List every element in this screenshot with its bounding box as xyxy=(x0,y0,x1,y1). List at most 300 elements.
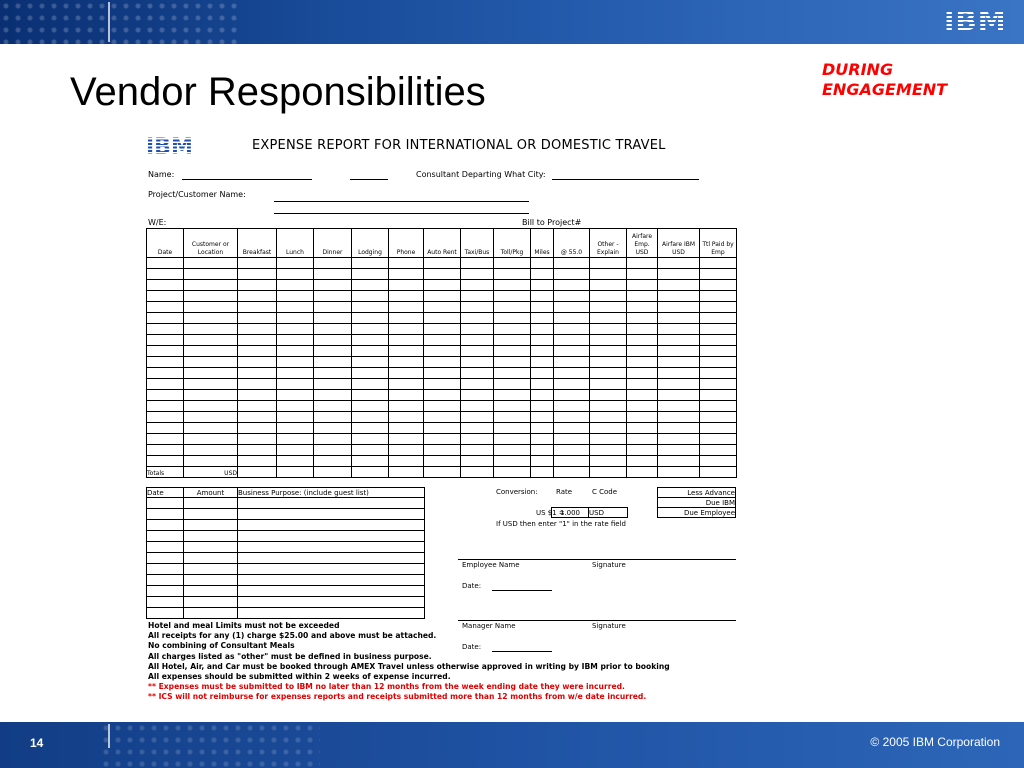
expense-cell[interactable] xyxy=(700,313,737,324)
expense-cell[interactable] xyxy=(389,379,424,390)
expense-cell[interactable] xyxy=(494,346,531,357)
expense-cell[interactable] xyxy=(352,445,389,456)
expense-cell[interactable] xyxy=(658,324,700,335)
expense-cell[interactable] xyxy=(461,445,494,456)
expense-cell[interactable] xyxy=(627,335,658,346)
expense-cell[interactable] xyxy=(314,412,352,423)
expense-cell[interactable] xyxy=(494,445,531,456)
expense-cell[interactable] xyxy=(277,346,314,357)
expense-cell[interactable] xyxy=(627,258,658,269)
expense-cell[interactable] xyxy=(531,302,554,313)
expense-cell[interactable] xyxy=(461,379,494,390)
expense-cell[interactable] xyxy=(627,313,658,324)
expense-cell[interactable] xyxy=(389,324,424,335)
expense-cell[interactable] xyxy=(700,258,737,269)
expense-cell[interactable] xyxy=(389,313,424,324)
expense-cell[interactable] xyxy=(461,313,494,324)
expense-cell[interactable] xyxy=(494,258,531,269)
business-purpose-cell[interactable] xyxy=(238,509,425,520)
expense-cell[interactable] xyxy=(494,269,531,280)
expense-cell[interactable] xyxy=(554,434,590,445)
business-purpose-cell[interactable] xyxy=(147,553,184,564)
expense-cell[interactable] xyxy=(531,346,554,357)
business-purpose-cell[interactable] xyxy=(238,564,425,575)
expense-cell[interactable] xyxy=(658,280,700,291)
expense-cell[interactable] xyxy=(627,346,658,357)
expense-cell[interactable] xyxy=(238,368,277,379)
expense-cell[interactable] xyxy=(554,346,590,357)
expense-cell[interactable] xyxy=(494,335,531,346)
business-purpose-cell[interactable] xyxy=(238,575,425,586)
expense-cell[interactable] xyxy=(314,291,352,302)
expense-cell[interactable] xyxy=(700,445,737,456)
expense-cell[interactable] xyxy=(590,445,627,456)
expense-cell[interactable] xyxy=(147,390,184,401)
expense-cell[interactable] xyxy=(314,324,352,335)
expense-cell[interactable] xyxy=(627,401,658,412)
expense-cell[interactable] xyxy=(184,412,238,423)
expense-cell[interactable] xyxy=(238,379,277,390)
expense-cell[interactable] xyxy=(494,456,531,467)
expense-cell[interactable] xyxy=(314,379,352,390)
expense-cell[interactable] xyxy=(147,379,184,390)
expense-cell[interactable] xyxy=(531,269,554,280)
expense-cell[interactable] xyxy=(238,324,277,335)
expense-cell[interactable] xyxy=(531,423,554,434)
expense-cell[interactable] xyxy=(147,456,184,467)
expense-cell[interactable] xyxy=(424,280,461,291)
expense-cell[interactable] xyxy=(627,412,658,423)
expense-cell[interactable] xyxy=(389,302,424,313)
expense-cell[interactable] xyxy=(314,346,352,357)
expense-cell[interactable] xyxy=(700,324,737,335)
expense-cell[interactable] xyxy=(314,269,352,280)
expense-cell[interactable] xyxy=(700,423,737,434)
expense-cell[interactable] xyxy=(184,346,238,357)
expense-cell[interactable] xyxy=(238,434,277,445)
expense-cell[interactable] xyxy=(554,280,590,291)
expense-cell[interactable] xyxy=(554,456,590,467)
expense-cell[interactable] xyxy=(590,412,627,423)
expense-cell[interactable] xyxy=(590,280,627,291)
expense-cell[interactable] xyxy=(658,423,700,434)
expense-cell[interactable] xyxy=(494,401,531,412)
expense-cell[interactable] xyxy=(238,357,277,368)
expense-cell[interactable] xyxy=(494,379,531,390)
expense-cell[interactable] xyxy=(700,335,737,346)
business-purpose-cell[interactable] xyxy=(238,520,425,531)
expense-cell[interactable] xyxy=(494,324,531,335)
expense-cell[interactable] xyxy=(352,379,389,390)
expense-cell[interactable] xyxy=(389,280,424,291)
expense-cell[interactable] xyxy=(352,423,389,434)
expense-cell[interactable] xyxy=(554,401,590,412)
expense-cell[interactable] xyxy=(424,335,461,346)
expense-cell[interactable] xyxy=(554,269,590,280)
expense-cell[interactable] xyxy=(531,357,554,368)
expense-cell[interactable] xyxy=(184,280,238,291)
expense-cell[interactable] xyxy=(314,401,352,412)
expense-cell[interactable] xyxy=(277,423,314,434)
expense-cell[interactable] xyxy=(389,291,424,302)
expense-cell[interactable] xyxy=(700,357,737,368)
expense-cell[interactable] xyxy=(627,280,658,291)
expense-cell[interactable] xyxy=(314,445,352,456)
expense-cell[interactable] xyxy=(590,269,627,280)
business-purpose-cell[interactable] xyxy=(147,608,184,619)
expense-cell[interactable] xyxy=(277,379,314,390)
expense-cell[interactable] xyxy=(494,412,531,423)
expense-cell[interactable] xyxy=(389,445,424,456)
expense-cell[interactable] xyxy=(238,401,277,412)
expense-cell[interactable] xyxy=(184,335,238,346)
expense-cell[interactable] xyxy=(531,335,554,346)
expense-cell[interactable] xyxy=(147,412,184,423)
expense-cell[interactable] xyxy=(531,401,554,412)
expense-cell[interactable] xyxy=(461,258,494,269)
expense-cell[interactable] xyxy=(627,379,658,390)
expense-cell[interactable] xyxy=(424,302,461,313)
expense-cell[interactable] xyxy=(389,412,424,423)
business-purpose-cell[interactable] xyxy=(184,608,238,619)
expense-cell[interactable] xyxy=(424,423,461,434)
expense-cell[interactable] xyxy=(531,291,554,302)
expense-cell[interactable] xyxy=(627,423,658,434)
expense-cell[interactable] xyxy=(277,313,314,324)
expense-cell[interactable] xyxy=(554,423,590,434)
expense-cell[interactable] xyxy=(658,357,700,368)
expense-cell[interactable] xyxy=(658,401,700,412)
expense-cell[interactable] xyxy=(238,390,277,401)
expense-cell[interactable] xyxy=(352,302,389,313)
expense-cell[interactable] xyxy=(700,434,737,445)
expense-cell[interactable] xyxy=(147,280,184,291)
expense-cell[interactable] xyxy=(531,280,554,291)
expense-cell[interactable] xyxy=(658,258,700,269)
business-purpose-cell[interactable] xyxy=(147,520,184,531)
expense-cell[interactable] xyxy=(352,291,389,302)
business-purpose-cell[interactable] xyxy=(184,498,238,509)
expense-cell[interactable] xyxy=(494,423,531,434)
expense-cell[interactable] xyxy=(389,401,424,412)
expense-cell[interactable] xyxy=(424,412,461,423)
expense-cell[interactable] xyxy=(352,368,389,379)
expense-cell[interactable] xyxy=(627,390,658,401)
expense-cell[interactable] xyxy=(277,357,314,368)
expense-cell[interactable] xyxy=(658,456,700,467)
expense-cell[interactable] xyxy=(531,456,554,467)
expense-cell[interactable] xyxy=(658,291,700,302)
expense-cell[interactable] xyxy=(494,357,531,368)
expense-cell[interactable] xyxy=(277,269,314,280)
expense-cell[interactable] xyxy=(389,357,424,368)
expense-cell[interactable] xyxy=(494,291,531,302)
expense-cell[interactable] xyxy=(314,434,352,445)
expense-cell[interactable] xyxy=(590,291,627,302)
expense-cell[interactable] xyxy=(627,456,658,467)
expense-cell[interactable] xyxy=(424,401,461,412)
expense-cell[interactable] xyxy=(424,379,461,390)
expense-cell[interactable] xyxy=(147,324,184,335)
expense-cell[interactable] xyxy=(658,313,700,324)
expense-cell[interactable] xyxy=(590,346,627,357)
expense-cell[interactable] xyxy=(238,269,277,280)
business-purpose-cell[interactable] xyxy=(184,564,238,575)
expense-cell[interactable] xyxy=(424,434,461,445)
expense-cell[interactable] xyxy=(352,313,389,324)
expense-cell[interactable] xyxy=(424,456,461,467)
expense-cell[interactable] xyxy=(658,346,700,357)
expense-cell[interactable] xyxy=(531,412,554,423)
expense-cell[interactable] xyxy=(590,390,627,401)
business-purpose-cell[interactable] xyxy=(184,531,238,542)
expense-cell[interactable] xyxy=(238,280,277,291)
expense-cell[interactable] xyxy=(314,357,352,368)
expense-cell[interactable] xyxy=(658,412,700,423)
expense-cell[interactable] xyxy=(147,269,184,280)
expense-cell[interactable] xyxy=(590,302,627,313)
expense-cell[interactable] xyxy=(389,269,424,280)
expense-cell[interactable] xyxy=(424,445,461,456)
expense-cell[interactable] xyxy=(277,390,314,401)
business-purpose-cell[interactable] xyxy=(147,564,184,575)
expense-cell[interactable] xyxy=(590,258,627,269)
expense-cell[interactable] xyxy=(700,368,737,379)
business-purpose-cell[interactable] xyxy=(184,520,238,531)
expense-cell[interactable] xyxy=(700,291,737,302)
expense-cell[interactable] xyxy=(277,434,314,445)
expense-cell[interactable] xyxy=(554,379,590,390)
expense-cell[interactable] xyxy=(147,368,184,379)
expense-cell[interactable] xyxy=(554,412,590,423)
expense-cell[interactable] xyxy=(461,357,494,368)
expense-cell[interactable] xyxy=(184,390,238,401)
expense-cell[interactable] xyxy=(424,357,461,368)
expense-cell[interactable] xyxy=(554,258,590,269)
expense-cell[interactable] xyxy=(494,313,531,324)
business-purpose-cell[interactable] xyxy=(184,597,238,608)
expense-cell[interactable] xyxy=(352,357,389,368)
expense-cell[interactable] xyxy=(658,269,700,280)
expense-cell[interactable] xyxy=(554,368,590,379)
expense-cell[interactable] xyxy=(700,401,737,412)
expense-cell[interactable] xyxy=(184,456,238,467)
business-purpose-cell[interactable] xyxy=(147,575,184,586)
expense-cell[interactable] xyxy=(314,456,352,467)
expense-cell[interactable] xyxy=(238,258,277,269)
expense-cell[interactable] xyxy=(277,445,314,456)
expense-cell[interactable] xyxy=(531,379,554,390)
expense-cell[interactable] xyxy=(461,401,494,412)
expense-cell[interactable] xyxy=(352,269,389,280)
expense-cell[interactable] xyxy=(700,280,737,291)
business-purpose-cell[interactable] xyxy=(238,608,425,619)
expense-cell[interactable] xyxy=(700,379,737,390)
expense-cell[interactable] xyxy=(238,313,277,324)
expense-cell[interactable] xyxy=(238,302,277,313)
expense-cell[interactable] xyxy=(531,368,554,379)
expense-cell[interactable] xyxy=(494,280,531,291)
expense-cell[interactable] xyxy=(184,401,238,412)
business-purpose-cell[interactable] xyxy=(184,586,238,597)
expense-cell[interactable] xyxy=(147,434,184,445)
expense-cell[interactable] xyxy=(389,335,424,346)
expense-cell[interactable] xyxy=(238,423,277,434)
expense-cell[interactable] xyxy=(590,401,627,412)
expense-cell[interactable] xyxy=(238,456,277,467)
expense-cell[interactable] xyxy=(461,302,494,313)
expense-cell[interactable] xyxy=(590,456,627,467)
expense-cell[interactable] xyxy=(531,258,554,269)
expense-cell[interactable] xyxy=(658,390,700,401)
expense-cell[interactable] xyxy=(700,390,737,401)
business-purpose-cell[interactable] xyxy=(147,542,184,553)
expense-cell[interactable] xyxy=(700,412,737,423)
expense-cell[interactable] xyxy=(658,445,700,456)
expense-cell[interactable] xyxy=(461,434,494,445)
expense-cell[interactable] xyxy=(184,368,238,379)
expense-cell[interactable] xyxy=(627,434,658,445)
expense-cell[interactable] xyxy=(590,324,627,335)
expense-cell[interactable] xyxy=(238,346,277,357)
expense-cell[interactable] xyxy=(184,324,238,335)
expense-cell[interactable] xyxy=(352,456,389,467)
expense-cell[interactable] xyxy=(461,423,494,434)
expense-cell[interactable] xyxy=(147,313,184,324)
expense-cell[interactable] xyxy=(494,302,531,313)
expense-cell[interactable] xyxy=(147,423,184,434)
expense-cell[interactable] xyxy=(590,313,627,324)
expense-cell[interactable] xyxy=(424,258,461,269)
expense-cell[interactable] xyxy=(314,368,352,379)
expense-cell[interactable] xyxy=(590,335,627,346)
expense-cell[interactable] xyxy=(277,324,314,335)
expense-cell[interactable] xyxy=(352,335,389,346)
expense-cell[interactable] xyxy=(554,313,590,324)
expense-cell[interactable] xyxy=(658,368,700,379)
business-purpose-cell[interactable] xyxy=(184,575,238,586)
expense-cell[interactable] xyxy=(554,357,590,368)
expense-cell[interactable] xyxy=(700,269,737,280)
expense-cell[interactable] xyxy=(554,445,590,456)
expense-cell[interactable] xyxy=(184,434,238,445)
expense-cell[interactable] xyxy=(590,379,627,390)
expense-cell[interactable] xyxy=(389,423,424,434)
expense-cell[interactable] xyxy=(627,302,658,313)
expense-cell[interactable] xyxy=(658,335,700,346)
expense-cell[interactable] xyxy=(352,434,389,445)
expense-cell[interactable] xyxy=(147,302,184,313)
expense-cell[interactable] xyxy=(238,335,277,346)
expense-cell[interactable] xyxy=(494,368,531,379)
expense-cell[interactable] xyxy=(461,456,494,467)
expense-cell[interactable] xyxy=(277,335,314,346)
expense-cell[interactable] xyxy=(352,390,389,401)
expense-cell[interactable] xyxy=(389,434,424,445)
expense-cell[interactable] xyxy=(424,313,461,324)
business-purpose-cell[interactable] xyxy=(184,553,238,564)
expense-cell[interactable] xyxy=(184,379,238,390)
expense-cell[interactable] xyxy=(627,357,658,368)
expense-cell[interactable] xyxy=(424,368,461,379)
business-purpose-cell[interactable] xyxy=(238,542,425,553)
expense-cell[interactable] xyxy=(314,280,352,291)
expense-cell[interactable] xyxy=(277,302,314,313)
business-purpose-cell[interactable] xyxy=(147,597,184,608)
expense-cell[interactable] xyxy=(590,357,627,368)
expense-cell[interactable] xyxy=(277,412,314,423)
expense-cell[interactable] xyxy=(352,324,389,335)
expense-cell[interactable] xyxy=(590,434,627,445)
expense-cell[interactable] xyxy=(238,445,277,456)
expense-cell[interactable] xyxy=(627,291,658,302)
expense-cell[interactable] xyxy=(424,269,461,280)
expense-cell[interactable] xyxy=(494,434,531,445)
expense-cell[interactable] xyxy=(277,280,314,291)
expense-cell[interactable] xyxy=(424,390,461,401)
expense-cell[interactable] xyxy=(277,291,314,302)
expense-cell[interactable] xyxy=(554,302,590,313)
expense-cell[interactable] xyxy=(424,324,461,335)
expense-cell[interactable] xyxy=(461,280,494,291)
expense-cell[interactable] xyxy=(277,368,314,379)
expense-cell[interactable] xyxy=(554,291,590,302)
expense-cell[interactable] xyxy=(700,346,737,357)
expense-cell[interactable] xyxy=(352,412,389,423)
expense-cell[interactable] xyxy=(389,258,424,269)
expense-cell[interactable] xyxy=(531,445,554,456)
expense-cell[interactable] xyxy=(627,324,658,335)
expense-cell[interactable] xyxy=(531,313,554,324)
business-purpose-cell[interactable] xyxy=(238,597,425,608)
expense-cell[interactable] xyxy=(184,258,238,269)
expense-cell[interactable] xyxy=(238,291,277,302)
expense-cell[interactable] xyxy=(461,368,494,379)
expense-cell[interactable] xyxy=(314,313,352,324)
expense-cell[interactable] xyxy=(424,346,461,357)
expense-cell[interactable] xyxy=(147,291,184,302)
expense-cell[interactable] xyxy=(554,324,590,335)
expense-cell[interactable] xyxy=(658,434,700,445)
business-purpose-cell[interactable] xyxy=(147,509,184,520)
expense-cell[interactable] xyxy=(461,335,494,346)
expense-cell[interactable] xyxy=(184,423,238,434)
expense-cell[interactable] xyxy=(314,258,352,269)
expense-cell[interactable] xyxy=(184,269,238,280)
expense-cell[interactable] xyxy=(147,445,184,456)
expense-cell[interactable] xyxy=(658,302,700,313)
expense-cell[interactable] xyxy=(531,390,554,401)
expense-cell[interactable] xyxy=(147,335,184,346)
expense-cell[interactable] xyxy=(184,357,238,368)
expense-cell[interactable] xyxy=(352,280,389,291)
expense-cell[interactable] xyxy=(627,445,658,456)
business-purpose-cell[interactable] xyxy=(238,586,425,597)
expense-cell[interactable] xyxy=(590,423,627,434)
business-purpose-cell[interactable] xyxy=(147,586,184,597)
expense-cell[interactable] xyxy=(352,258,389,269)
expense-cell[interactable] xyxy=(184,445,238,456)
expense-cell[interactable] xyxy=(531,324,554,335)
expense-cell[interactable] xyxy=(352,346,389,357)
expense-cell[interactable] xyxy=(389,456,424,467)
expense-cell[interactable] xyxy=(147,346,184,357)
expense-cell[interactable] xyxy=(352,401,389,412)
expense-cell[interactable] xyxy=(277,401,314,412)
expense-cell[interactable] xyxy=(277,258,314,269)
expense-cell[interactable] xyxy=(554,390,590,401)
expense-cell[interactable] xyxy=(627,368,658,379)
